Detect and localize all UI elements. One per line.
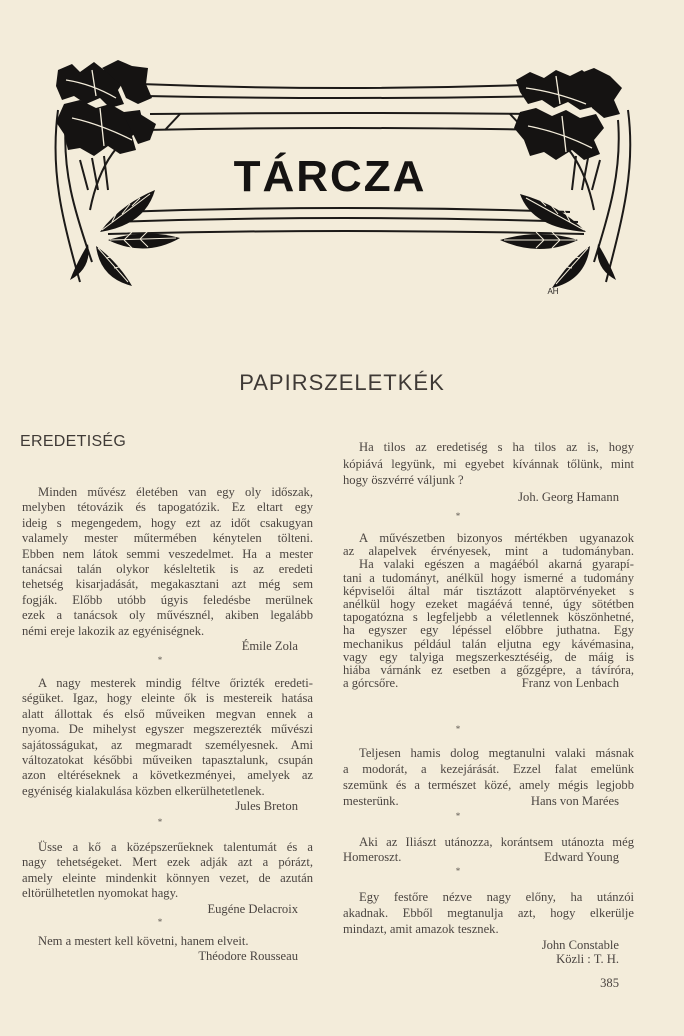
quote-line: tapogatózna s legfeljebb a véletlennek köszönhetné,: [343, 610, 634, 625]
quote-line: melyben tétovázik és tapogatózik. Ez eltart egy: [22, 500, 313, 515]
quote-line: szemünk és a természet közé, amely mégis legjobb: [343, 778, 634, 792]
quote-line: Teljesen hamis dolog megtanulni valaki másnak: [359, 746, 634, 760]
quote-line: Minden művész életében van egy oly időszak,: [38, 485, 313, 499]
quote-line: alatt állottak és első műveiken megvan ennek a: [22, 706, 313, 721]
quote-block: [22, 840, 313, 917]
quote-author: Théodore Rousseau: [198, 949, 298, 964]
quote-line: változatokat későbbi műveiken tapasztalunk, csupán: [22, 752, 313, 767]
quote-line: tani a tudományt, anélkül hogy ismerné a tudomány: [343, 570, 634, 585]
quote-author: Joh. Georg Hamann: [518, 489, 619, 504]
contributor-credit: Közli : T. H.: [556, 952, 619, 966]
quote-line: Aki az Iliászt utánozza, korántsem utánozta még: [359, 835, 634, 849]
quote-line: nyoma. De mihelyst egyszer megszerezték művészi: [22, 722, 313, 737]
quote-line: eltörülhetetlen nyomokat hagy.: [22, 886, 179, 901]
separator-star: *: [455, 511, 461, 521]
quote-line: A művészetben bizonyos mértékben ugyanazok: [359, 531, 634, 545]
quote-line: Üsse a kő a középszerűeknek talentumát és a: [38, 840, 313, 854]
bottom-right-leaves-icon: [500, 194, 616, 288]
quote-block: [22, 485, 313, 654]
quote-author: Jules Breton: [235, 799, 298, 814]
quote-line: ezek a tanácsok oly művésznél, akiben legalább: [22, 608, 313, 623]
quote-line: azon eltéréseknek a következményei, amelyek az: [22, 768, 313, 783]
quote-author: Émile Zola: [241, 638, 298, 653]
left-leaf-cluster-icon: [56, 60, 156, 156]
quote-line: [343, 677, 634, 690]
separator-star: *: [157, 655, 163, 665]
header-title: TÁRCZA: [233, 152, 427, 201]
quote-author: Eugéne Delacroix: [207, 901, 298, 916]
tarcza-header-ornament: [0, 0, 684, 300]
quote-line: Nem a mestert kell követni, hanem elveit.: [38, 934, 249, 948]
quote-author: Hans von Marées: [530, 794, 619, 808]
quote-text: Homeroszt.: [343, 850, 402, 864]
quote-line: vagy egy talyiga megszerkesztéséig, de máig is: [343, 649, 634, 664]
quote-block: [343, 889, 634, 953]
quote-author: John Constable: [541, 938, 619, 952]
quote-line: valamely mester műtermében kénytelen tölteni.: [22, 531, 313, 546]
quote-line: kópiává legyünk, mi egyebet kívánnak tőlünk, mint: [343, 456, 634, 471]
right-leaf-cluster-icon: [514, 68, 622, 160]
quote-line: anélkül hogy ezeket magáévá tenné, úgy sötétben: [343, 596, 634, 611]
quote-line: Ebben nem látok semmi veszedelmet. Ha a mester: [22, 546, 313, 561]
quote-line: az alapelvek érvényesek, mint a tudományban.: [343, 544, 634, 559]
quote-line: [343, 850, 634, 865]
quote-line: képviselői által már tisztázott alaptörvényeket s: [343, 583, 634, 598]
quote-block: [343, 532, 634, 690]
quote-line: hiába várnánk ez esetben a gőzgépre, a távíróra,: [343, 662, 634, 677]
separator-star: *: [455, 724, 461, 734]
quote-text: a górcsőre.: [343, 676, 399, 691]
separator-star: *: [455, 866, 461, 876]
quote-line: Egy festőre nézve nagy előny, ha utánzói: [359, 890, 634, 904]
quote-line: nagy tehetségeket. Mert ezek adják azt a pórázt,: [22, 855, 313, 870]
quote-block: [22, 934, 313, 965]
quote-line: Ha tilos az eredetiség s ha tilos az is, hogy: [359, 440, 634, 454]
quote-block: [343, 439, 634, 505]
article-headline: PAPIRSZELETKÉK: [239, 370, 445, 395]
quote-line: tanácsai talán olykor késleltetik is az eredeti: [22, 561, 313, 576]
quote-line: tehetség kisarjadását, megakasztani azt még sem: [22, 577, 313, 592]
quote-block: [343, 745, 634, 809]
quote-line: amely eleinte mindenkit könnyen vezet, de azután: [22, 870, 313, 885]
quote-line: hogy öszvérré váljunk ?: [343, 473, 464, 487]
quote-line: sajátosságukat, az megmaradt személyesnek. Ami: [22, 737, 313, 752]
quote-line: mindazt, amit amazok tesznek.: [343, 922, 499, 936]
quote-line: némi ereje lakozik az egyéniségnek.: [22, 623, 205, 638]
quote-line: ha egyszer egy lépéssel előbbre juthatna. Egy: [343, 623, 634, 638]
quote-line: fogják. Előbb utóbb úgyis feledésbe merülnek: [22, 592, 313, 607]
quote-author: Franz von Lenbach: [521, 676, 619, 691]
artist-monogram: AH: [547, 287, 559, 296]
quote-line: Ha valaki egészen a magáéból akarná gyarapí-: [359, 557, 634, 572]
quote-block: [343, 835, 634, 865]
page-number: 385: [600, 976, 619, 990]
quote-line: egyéniség kialakulása közben elkerülhetetlenek.: [22, 783, 265, 798]
quote-line: ségüket. Igaz, hogy eleinte ők is mestereik hatása: [22, 691, 313, 706]
quote-line: akadnak. Ebből megtanulja azt, hogy elkerülje: [343, 906, 634, 920]
quote-line: mechanikus például talán eljutna egy kávémasina,: [343, 636, 634, 651]
bottom-left-leaves-icon: [70, 190, 180, 286]
separator-star: *: [157, 917, 163, 927]
quote-text: mesterünk.: [343, 794, 399, 808]
quote-line: A nagy mesterek mindig féltve őrizték eredeti-: [38, 676, 313, 690]
separator-star: *: [157, 817, 163, 827]
quote-block: [22, 676, 313, 815]
section-title: EREDETISÉG: [20, 433, 127, 450]
separator-star: *: [455, 811, 461, 821]
quote-line: a modorát, a kezejárását. Ezzel falat emelünk: [343, 762, 634, 776]
quote-line: ideig s megengedem, hogy ezt az időt csakugyan: [22, 515, 313, 530]
quote-line: [343, 793, 634, 809]
quote-author: Edward Young: [544, 850, 619, 864]
